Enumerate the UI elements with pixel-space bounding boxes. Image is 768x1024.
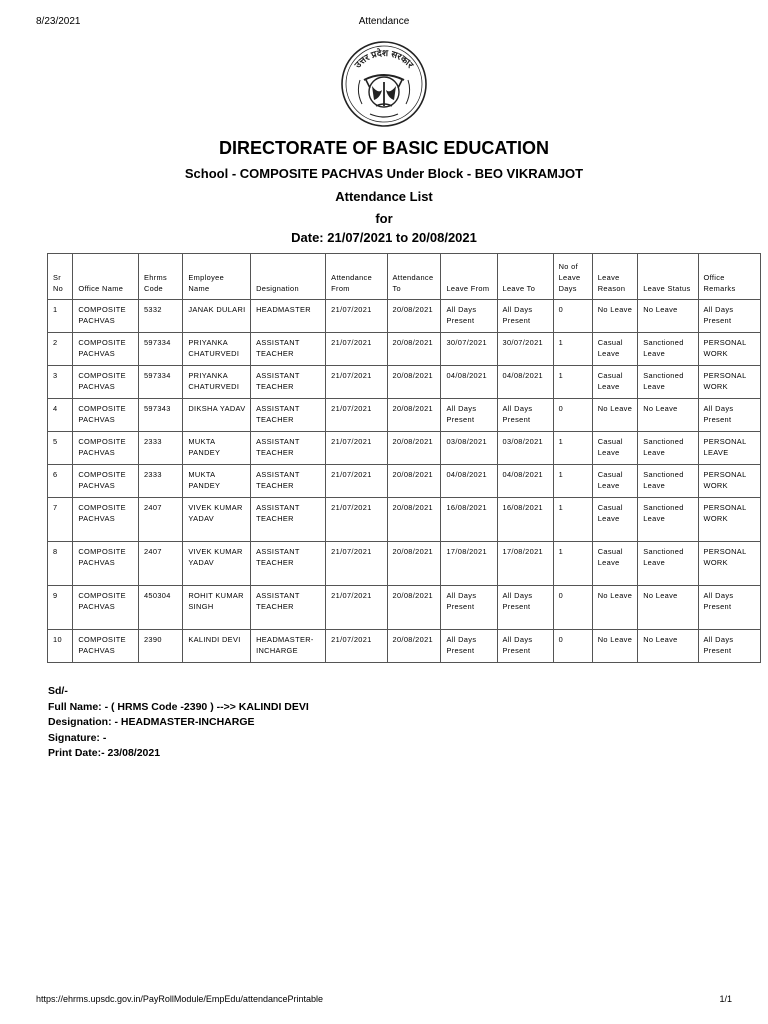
page-number: 1/1 bbox=[719, 994, 732, 1004]
cell-sr-no: 6 bbox=[48, 465, 73, 498]
cell-leave-status: Sanctioned Leave bbox=[638, 465, 698, 498]
cell-leave-status: Sanctioned Leave bbox=[638, 333, 698, 366]
cell-office-remarks: All Days Present bbox=[698, 630, 761, 663]
cell-attendance-from: 21/07/2021 bbox=[326, 300, 387, 333]
cell-office-name: COMPOSITE PACHVAS bbox=[73, 432, 139, 465]
col-header-office-remarks: Office Remarks bbox=[698, 254, 761, 300]
cell-leave-status: No Leave bbox=[638, 630, 698, 663]
table-row bbox=[48, 586, 761, 630]
cell-designation: ASSISTANT TEACHER bbox=[251, 465, 326, 498]
cell-leave-to: 16/08/2021 bbox=[497, 498, 553, 542]
cell-office-name: COMPOSITE PACHVAS bbox=[73, 542, 139, 586]
cell-attendance-to: 20/08/2021 bbox=[387, 498, 441, 542]
cell-employee-name: MUKTA PANDEY bbox=[183, 465, 251, 498]
cell-leave-status: Sanctioned Leave bbox=[638, 432, 698, 465]
emblem-text: उत्तर प्रदेश सरकार bbox=[352, 47, 416, 70]
cell-leave-from: All Days Present bbox=[441, 300, 497, 333]
cell-leave-reason: No Leave bbox=[592, 586, 637, 630]
cell-leave-days: 0 bbox=[553, 300, 592, 333]
cell-leave-status: No Leave bbox=[638, 300, 698, 333]
cell-sr-no: 10 bbox=[48, 630, 73, 663]
col-header-employee-name: Employee Name bbox=[183, 254, 251, 300]
table-header-row bbox=[48, 254, 761, 300]
col-header-attendance-from: Attendance From bbox=[326, 254, 387, 300]
cell-ehrms-code: 597334 bbox=[138, 366, 182, 399]
cell-attendance-to: 20/08/2021 bbox=[387, 432, 441, 465]
cell-leave-reason: No Leave bbox=[592, 399, 637, 432]
col-header-sr-no: Sr No bbox=[48, 254, 73, 300]
cell-office-name: COMPOSITE PACHVAS bbox=[73, 333, 139, 366]
print-title: Attendance bbox=[358, 16, 410, 27]
cell-leave-from: 30/07/2021 bbox=[441, 333, 497, 366]
cell-ehrms-code: 597334 bbox=[138, 333, 182, 366]
print-header bbox=[0, 16, 768, 30]
print-date: 8/23/2021 bbox=[36, 16, 81, 27]
cell-attendance-from: 21/07/2021 bbox=[326, 432, 387, 465]
cell-leave-from: 04/08/2021 bbox=[441, 366, 497, 399]
cell-designation: HEADMASTER-INCHARGE bbox=[251, 630, 326, 663]
cell-attendance-from: 21/07/2021 bbox=[326, 399, 387, 432]
cell-leave-to: 30/07/2021 bbox=[497, 333, 553, 366]
cell-leave-days: 1 bbox=[553, 542, 592, 586]
cell-ehrms-code: 2333 bbox=[138, 465, 182, 498]
cell-office-name: COMPOSITE PACHVAS bbox=[73, 586, 139, 630]
cell-leave-to: All Days Present bbox=[497, 586, 553, 630]
cell-leave-from: 04/08/2021 bbox=[441, 465, 497, 498]
cell-ehrms-code: 2407 bbox=[138, 542, 182, 586]
cell-leave-from: 16/08/2021 bbox=[441, 498, 497, 542]
cell-sr-no: 7 bbox=[48, 498, 73, 542]
cell-attendance-from: 21/07/2021 bbox=[326, 333, 387, 366]
col-header-designation: Designation bbox=[251, 254, 326, 300]
table-row bbox=[48, 333, 761, 366]
cell-leave-reason: No Leave bbox=[592, 300, 637, 333]
for-label: for bbox=[375, 211, 393, 226]
cell-leave-reason: Casual Leave bbox=[592, 366, 637, 399]
table-row bbox=[48, 542, 761, 586]
cell-leave-to: 04/08/2021 bbox=[497, 465, 553, 498]
cell-attendance-from: 21/07/2021 bbox=[326, 542, 387, 586]
cell-leave-to: 04/08/2021 bbox=[497, 366, 553, 399]
cell-sr-no: 3 bbox=[48, 366, 73, 399]
cell-attendance-from: 21/07/2021 bbox=[326, 366, 387, 399]
cell-leave-reason: No Leave bbox=[592, 630, 637, 663]
page-url: https://ehrms.upsdc.gov.in/PayRollModule/EmpEdu/attendancePrintable bbox=[36, 994, 323, 1004]
cell-office-remarks: PERSONAL WORK bbox=[698, 465, 761, 498]
cell-leave-from: 17/08/2021 bbox=[441, 542, 497, 586]
cell-office-name: COMPOSITE PACHVAS bbox=[73, 630, 139, 663]
cell-leave-status: Sanctioned Leave bbox=[638, 366, 698, 399]
cell-attendance-to: 20/08/2021 bbox=[387, 630, 441, 663]
cell-sr-no: 1 bbox=[48, 300, 73, 333]
cell-leave-days: 1 bbox=[553, 366, 592, 399]
cell-leave-days: 0 bbox=[553, 630, 592, 663]
cell-leave-reason: Casual Leave bbox=[592, 465, 637, 498]
cell-leave-from: All Days Present bbox=[441, 586, 497, 630]
school-line: School - COMPOSITE PACHVAS Under Block - BEO VIKRAMJOT bbox=[184, 166, 584, 181]
cell-leave-from: 03/08/2021 bbox=[441, 432, 497, 465]
col-header-leave-from: Leave From bbox=[441, 254, 497, 300]
cell-ehrms-code: 2333 bbox=[138, 432, 182, 465]
cell-designation: ASSISTANT TEACHER bbox=[251, 333, 326, 366]
cell-office-name: COMPOSITE PACHVAS bbox=[73, 366, 139, 399]
table-row bbox=[48, 432, 761, 465]
cell-leave-days: 1 bbox=[553, 432, 592, 465]
cell-employee-name: ROHIT KUMAR SINGH bbox=[183, 586, 251, 630]
cell-leave-to: All Days Present bbox=[497, 300, 553, 333]
cell-designation: HEADMASTER bbox=[251, 300, 326, 333]
cell-ehrms-code: 5332 bbox=[138, 300, 182, 333]
cell-office-remarks: PERSONAL WORK bbox=[698, 498, 761, 542]
cell-attendance-from: 21/07/2021 bbox=[326, 630, 387, 663]
cell-attendance-from: 21/07/2021 bbox=[326, 498, 387, 542]
col-header-leave-to: Leave To bbox=[497, 254, 553, 300]
col-header-ehrms-code: Ehrms Code bbox=[138, 254, 182, 300]
cell-office-name: COMPOSITE PACHVAS bbox=[73, 465, 139, 498]
cell-leave-days: 1 bbox=[553, 333, 592, 366]
cell-leave-reason: Casual Leave bbox=[592, 333, 637, 366]
print-date-line: Print Date:- 23/08/2021 bbox=[48, 747, 161, 759]
table-row bbox=[48, 498, 761, 542]
cell-designation: ASSISTANT TEACHER bbox=[251, 586, 326, 630]
cell-attendance-to: 20/08/2021 bbox=[387, 465, 441, 498]
cell-leave-reason: Casual Leave bbox=[592, 498, 637, 542]
cell-leave-to: 17/08/2021 bbox=[497, 542, 553, 586]
cell-office-remarks: PERSONAL WORK bbox=[698, 542, 761, 586]
cell-ehrms-code: 2407 bbox=[138, 498, 182, 542]
cell-leave-status: Sanctioned Leave bbox=[638, 498, 698, 542]
cell-employee-name: VIVEK KUMAR YADAV bbox=[183, 498, 251, 542]
cell-employee-name: DIKSHA YADAV bbox=[183, 399, 251, 432]
cell-sr-no: 9 bbox=[48, 586, 73, 630]
cell-leave-reason: Casual Leave bbox=[592, 432, 637, 465]
cell-designation: ASSISTANT TEACHER bbox=[251, 399, 326, 432]
signature-line: Signature: - bbox=[48, 731, 107, 744]
cell-ehrms-code: 597343 bbox=[138, 399, 182, 432]
cell-employee-name: PRIYANKA CHATURVEDI bbox=[183, 333, 251, 366]
cell-sr-no: 8 bbox=[48, 542, 73, 586]
cell-attendance-to: 20/08/2021 bbox=[387, 366, 441, 399]
cell-designation: ASSISTANT TEACHER bbox=[251, 432, 326, 465]
cell-attendance-from: 21/07/2021 bbox=[326, 465, 387, 498]
cell-sr-no: 5 bbox=[48, 432, 73, 465]
cell-leave-reason: Casual Leave bbox=[592, 542, 637, 586]
cell-office-remarks: PERSONAL WORK bbox=[698, 366, 761, 399]
cell-attendance-from: 21/07/2021 bbox=[326, 586, 387, 630]
cell-leave-from: All Days Present bbox=[441, 630, 497, 663]
date-range: Date: 21/07/2021 to 20/08/2021 bbox=[291, 230, 477, 245]
sd-label: Sd/- bbox=[48, 685, 68, 697]
cell-office-remarks: All Days Present bbox=[698, 586, 761, 630]
cell-leave-to: 03/08/2021 bbox=[497, 432, 553, 465]
table-row bbox=[48, 366, 761, 399]
cell-office-remarks: All Days Present bbox=[698, 399, 761, 432]
cell-leave-days: 0 bbox=[553, 399, 592, 432]
cell-leave-days: 0 bbox=[553, 586, 592, 630]
col-header-office-name: Office Name bbox=[73, 254, 139, 300]
cell-leave-from: All Days Present bbox=[441, 399, 497, 432]
cell-employee-name: JANAK DULARI bbox=[183, 300, 251, 333]
cell-leave-to: All Days Present bbox=[497, 630, 553, 663]
cell-ehrms-code: 2390 bbox=[138, 630, 182, 663]
table-row bbox=[48, 465, 761, 498]
cell-sr-no: 2 bbox=[48, 333, 73, 366]
cell-leave-status: No Leave bbox=[638, 399, 698, 432]
cell-designation: ASSISTANT TEACHER bbox=[251, 498, 326, 542]
col-header-leave-reason: Leave Reason bbox=[592, 254, 637, 300]
signature-block bbox=[48, 684, 309, 762]
cell-designation: ASSISTANT TEACHER bbox=[251, 366, 326, 399]
cell-attendance-to: 20/08/2021 bbox=[387, 542, 441, 586]
list-title: Attendance List bbox=[335, 189, 433, 204]
table-row bbox=[48, 399, 761, 432]
cell-office-name: COMPOSITE PACHVAS bbox=[73, 399, 139, 432]
cell-employee-name: PRIYANKA CHATURVEDI bbox=[183, 366, 251, 399]
cell-ehrms-code: 450304 bbox=[138, 586, 182, 630]
cell-office-name: COMPOSITE PACHVAS bbox=[73, 498, 139, 542]
directorate-title: DIRECTORATE OF BASIC EDUCATION bbox=[218, 138, 549, 158]
cell-office-remarks: PERSONAL WORK bbox=[698, 333, 761, 366]
col-header-leave-days: No of Leave Days bbox=[553, 254, 592, 300]
cell-attendance-to: 20/08/2021 bbox=[387, 399, 441, 432]
cell-leave-to: All Days Present bbox=[497, 399, 553, 432]
col-header-leave-status: Leave Status bbox=[638, 254, 698, 300]
cell-office-remarks: PERSONAL LEAVE bbox=[698, 432, 761, 465]
designation-line: Designation: - HEADMASTER-INCHARGE bbox=[48, 716, 255, 728]
cell-office-name: COMPOSITE PACHVAS bbox=[73, 300, 139, 333]
full-name-line: Full Name: - ( HRMS Code -2390 ) -->> KALINDI DEVI bbox=[48, 700, 309, 713]
cell-office-remarks: All Days Present bbox=[698, 300, 761, 333]
cell-leave-status: No Leave bbox=[638, 586, 698, 630]
cell-employee-name: VIVEK KUMAR YADAV bbox=[183, 542, 251, 586]
cell-leave-status: Sanctioned Leave bbox=[638, 542, 698, 586]
cell-sr-no: 4 bbox=[48, 399, 73, 432]
cell-employee-name: KALINDI DEVI bbox=[183, 630, 251, 663]
attendance-table bbox=[47, 253, 761, 663]
cell-designation: ASSISTANT TEACHER bbox=[251, 542, 326, 586]
col-header-attendance-to: Attendance To bbox=[387, 254, 441, 300]
cell-attendance-to: 20/08/2021 bbox=[387, 333, 441, 366]
cell-attendance-to: 20/08/2021 bbox=[387, 300, 441, 333]
up-government-emblem bbox=[340, 40, 428, 128]
table-row bbox=[48, 630, 761, 663]
cell-leave-days: 1 bbox=[553, 498, 592, 542]
table-row bbox=[48, 300, 761, 333]
cell-attendance-to: 20/08/2021 bbox=[387, 586, 441, 630]
cell-leave-days: 1 bbox=[553, 465, 592, 498]
cell-employee-name: MUKTA PANDEY bbox=[183, 432, 251, 465]
